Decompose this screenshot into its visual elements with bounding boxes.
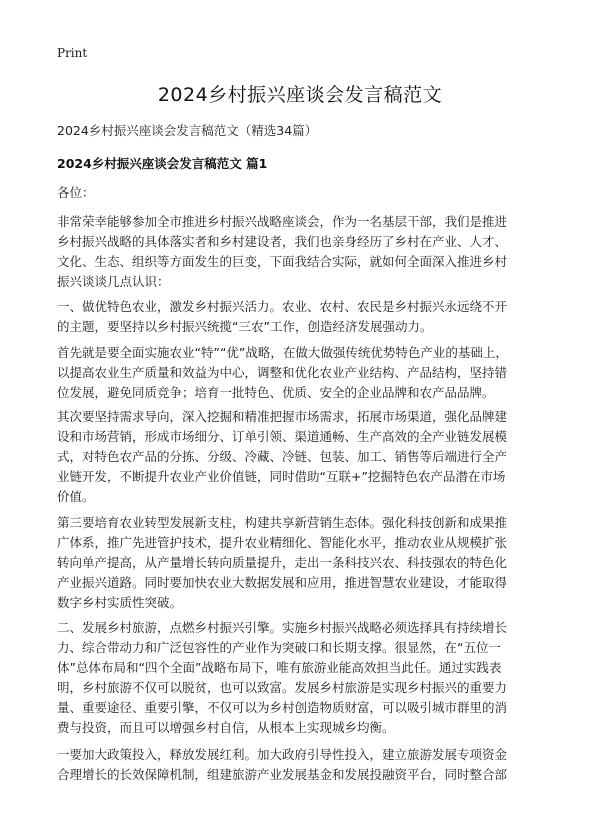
paragraph-line: 量、重要途径、重要引擎，不仅可以为乡村创造物质财富，可以吸引城市群里的消: [57, 700, 508, 715]
paragraph-line: 位发展，避免同质竞争；培育一批特色、优质、安全的企业品牌和农产品品牌。: [57, 385, 495, 400]
paragraph-line: 转向单产提高，从产量增长转向质量提升，走出一条科技兴农、科技强农的特色化: [57, 555, 508, 570]
paragraph-line: 产业振兴道路。同时要加快农业大数据发展和应用，推进智慧农业建设，才能取得: [57, 575, 508, 590]
document-title: 2024乡村振兴座谈会发言稿范文: [157, 84, 443, 106]
paragraph: [57, 513, 555, 613]
paragraph-line: 第三要培育农业转型发展新支柱，构建共享新营销生态体。强化科技创新和成果推: [57, 515, 508, 530]
paragraph: [57, 343, 555, 403]
paragraph-line: 二、发展乡村旅游，点燃乡村振兴引擎。实施乡村振兴战略必须选择具有持续增长: [57, 620, 508, 635]
paragraph: [57, 297, 555, 337]
paragraph-line: 其次要坚持需求导向，深入挖掘和精准把握市场需求，拓展市场渠道，强化品牌建: [57, 409, 508, 424]
paragraph-line: 非常荣幸能够参加全市推进乡村振兴战略座谈会，作为一名基层干部，我们是推进: [57, 214, 508, 229]
paragraph-line: 文化、生态、组织等方面发生的巨变，下面我结合实际，就如何全面深入推进乡村: [57, 254, 508, 269]
paragraph: [57, 618, 555, 738]
paragraph: [57, 212, 555, 292]
paragraph-line: 力、综合带动力和广泛包容性的产业作为突破口和长期支撑。很显然，在“五位一: [57, 640, 501, 655]
paragraph-line: 以提高农业生产质量和效益为中心，调整和优化农业产业结构、产品结构，坚持错: [57, 365, 508, 380]
paragraph-line: 业链开发，不断提升农业产业价值链，同时借助“互联+”挖掘特色农产品潜在市场: [57, 469, 506, 484]
paragraph-line: 一、做优特色农业，激发乡村振兴活力。农业、农村、农民是乡村振兴永远绕不开: [57, 299, 508, 314]
paragraph-line: 价值。: [57, 489, 95, 504]
paragraph-line: 明，乡村旅游不仅可以脱贫，也可以致富。发展乡村旅游是实现乡村振兴的重要力: [57, 680, 508, 695]
paragraph: [57, 745, 555, 785]
paragraph-line: 首先就是要全面实施农业“特”“优”战略，在做大做强传统优势特色产业的基础上，: [57, 345, 508, 360]
print-label: Print: [57, 46, 88, 60]
paragraph-line: 体”总体布局和“四个全面”战略布局下，唯有旅游业能高效担当此任。通过实践表: [57, 660, 502, 675]
paragraph: [57, 407, 555, 507]
paragraph-line: 费与投资，而且可以增强乡村自信，从根本上实现城乡均衡。: [57, 720, 395, 735]
paragraph-line: 一要加大政策投入，释放发展红利。加大政府引导性投入，建立旅游发展专项资金: [57, 747, 508, 762]
paragraph-line: 数字乡村实质性突破。: [57, 595, 183, 610]
paragraph-line: 振兴谈谈几点认识：: [57, 274, 170, 289]
document-subtitle: 2024乡村振兴座谈会发言稿范文（精选34篇）: [57, 123, 318, 138]
paragraph-line: 的主题，要坚持以乡村振兴统揽“三农”工作，创造经济发展强动力。: [57, 319, 433, 334]
paragraph-line: 广体系，推广先进管护技术，提升农业精细化、智能化水平，推动农业从规模扩张: [57, 535, 508, 550]
paragraph-line: 合理增长的长效保障机制，组建旅游产业发展基金和发展投融资平台，同时整合部: [57, 767, 508, 782]
greeting: 各位：: [57, 185, 95, 200]
paragraph-line: 乡村振兴战略的具体落实者和乡村建设者，我们也亲身经历了乡村在产业、人才、: [57, 234, 508, 249]
paragraph-line: 式，对特色农产品的分拣、分级、冷藏、冷链、包装、加工、销售等后端进行全产: [57, 449, 508, 464]
section-heading: 2024乡村振兴座谈会发言稿范文 篇1: [57, 156, 268, 171]
paragraph-line: 设和市场营销，形成市场细分、订单引领、渠道通畅、生产高效的全产业链发展模: [57, 429, 508, 444]
